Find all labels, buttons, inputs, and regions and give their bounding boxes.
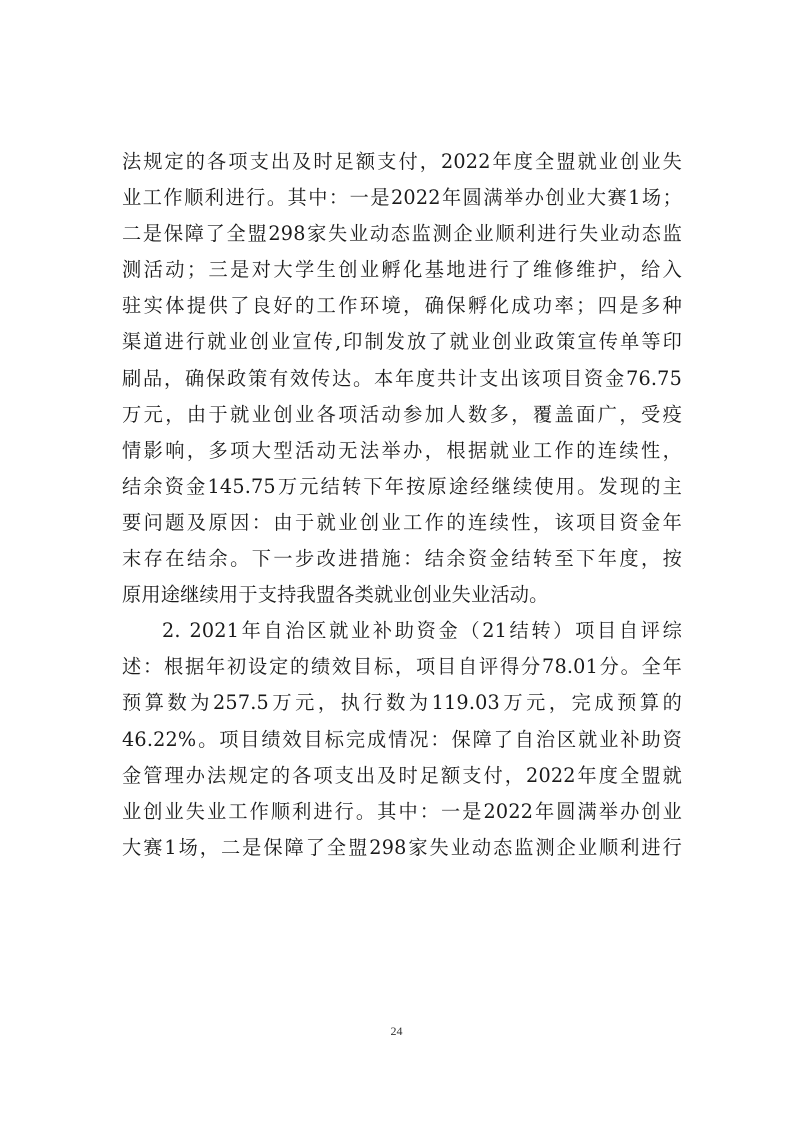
text-line: 渠道进行就业创业宣传,印制发放了就业创业政策宣传单等印 [122, 330, 682, 354]
text-line: 万元，由于就业创业各项活动参加人数多，覆盖面广，受疫 [122, 402, 682, 426]
text-line: 要问题及原因：由于就业创业工作的连续性，该项目资金年 [122, 510, 682, 534]
text-line: 驻实体提供了良好的工作环境，确保孵化成功率；四是多种 [122, 294, 682, 318]
text-line: 大赛1场，二是保障了全盟298家失业动态监测企业顺利进行 [122, 835, 682, 859]
text-line: 刷品，确保政策有效传达。本年度共计支出该项目资金76.75 [122, 366, 682, 390]
page-number: 24 [390, 1024, 403, 1038]
text-line: 述：根据年初设定的绩效目标，项目自评得分78.01分。全年 [122, 655, 682, 679]
text-line: 原用途继续用于支持我盟各类就业创业失业活动。 [122, 583, 549, 607]
text-line: 业工作顺利进行。其中：一是2022年圆满举办创业大赛1场； [122, 186, 682, 210]
text-line: 金管理办法规定的各项支出及时足额支付，2022年度全盟就 [122, 763, 682, 787]
body-text [122, 144, 682, 866]
text-line: 46.22%。项目绩效目标完成情况：保障了自治区就业补助资 [122, 727, 682, 751]
text-line: 末存在结余。下一步改进措施：结余资金结转至下年度，按 [122, 547, 682, 571]
text-line: 法规定的各项支出及时足额支付，2022年度全盟就业创业失 [122, 150, 682, 173]
text-line: 结余资金145.75万元结转下年按原途经继续使用。发现的主 [122, 474, 682, 498]
text-line: 预算数为257.5万元，执行数为119.03万元，完成预算的 [122, 691, 682, 715]
text-line: 二是保障了全盟298家失业动态监测企业顺利进行失业动态监 [122, 222, 682, 246]
text-line: 情影响，多项大型活动无法举办，根据就业工作的连续性， [122, 438, 682, 462]
text-line: 业创业失业工作顺利进行。其中：一是2022年圆满举办创业 [122, 799, 682, 823]
text-line: 测活动；三是对大学生创业孵化基地进行了维修维护，给入 [122, 258, 682, 282]
section-heading-line: 2. 2021年自治区就业补助资金（21结转）项目自评综 [162, 619, 682, 643]
